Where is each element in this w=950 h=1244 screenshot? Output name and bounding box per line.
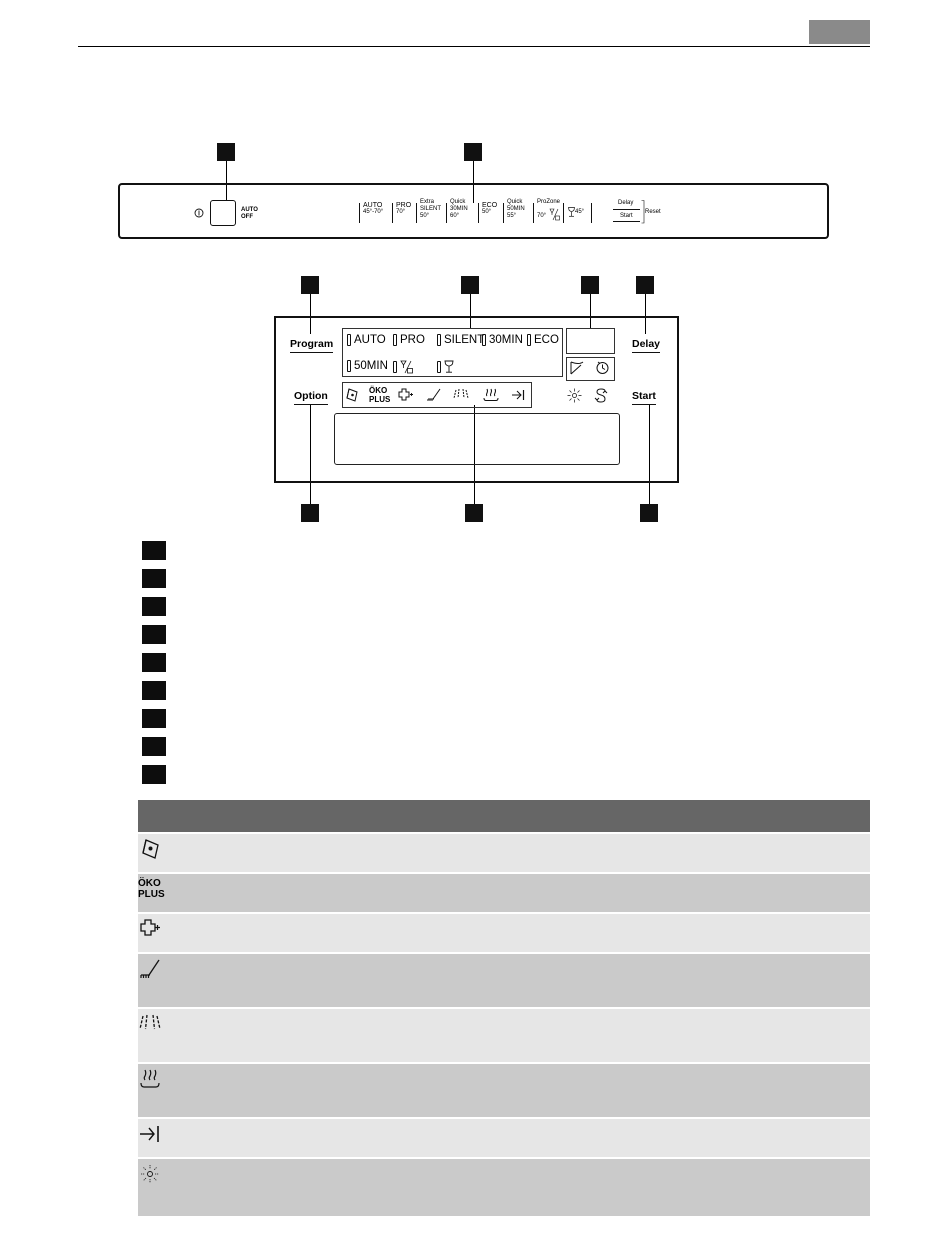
- table-row: [138, 914, 870, 952]
- program-indicator-30min: 30MIN: [482, 334, 523, 346]
- spray-icon: [139, 1013, 161, 1035]
- reset-label: Reset: [645, 209, 661, 215]
- legend-marker: [142, 653, 166, 672]
- callout-marker: [464, 143, 482, 161]
- oko-plus-icon: ÖKO PLUS: [138, 878, 165, 900]
- extra-hygiene-icon: [139, 918, 161, 940]
- display-window: [334, 413, 620, 465]
- program-button-pro[interactable]: PRO 70°: [396, 202, 412, 215]
- table-row: [138, 1119, 870, 1157]
- program-indicator-prozone: [393, 360, 414, 374]
- on-off-button[interactable]: [210, 200, 236, 226]
- table-row: [138, 874, 870, 912]
- callout-marker: [217, 143, 235, 161]
- callout-marker: [636, 276, 654, 294]
- program-button-eco[interactable]: ECO 50°: [482, 202, 498, 215]
- table-row: [138, 1009, 870, 1062]
- salt-cycle-icon: [594, 388, 608, 404]
- onoff-label: AUTO OFF: [241, 207, 258, 220]
- brush-icon: [139, 958, 161, 980]
- program-button-auto[interactable]: AUTO 45°-70°: [363, 202, 384, 215]
- legend-marker: [142, 597, 166, 616]
- callout-marker: [465, 504, 483, 522]
- skip-arrow-icon: [139, 1123, 161, 1145]
- program-indicator-glass: [437, 360, 454, 373]
- program-indicator-eco: ECO: [527, 334, 559, 346]
- tablet-icon: [139, 838, 161, 860]
- options-table: [138, 798, 870, 1218]
- program-button-prozone[interactable]: ProZone 70°: [537, 199, 561, 219]
- callout-marker: [581, 276, 599, 294]
- program-button[interactable]: Program: [290, 338, 333, 353]
- program-indicator-50min: 50MIN: [347, 360, 388, 372]
- table-header-row: [138, 800, 870, 832]
- skip-arrow-icon: [511, 389, 525, 401]
- program-button-quick-50min[interactable]: Quick 50MIN 55°: [507, 199, 525, 219]
- legend-marker: [142, 681, 166, 700]
- start-button[interactable]: Start: [632, 390, 656, 405]
- program-indicator-pro: PRO: [393, 334, 425, 346]
- callout-marker: [301, 504, 319, 522]
- program-indicator-silent: SILENT: [437, 334, 484, 346]
- brush-icon: [427, 388, 441, 402]
- legend-marker: [142, 709, 166, 728]
- glass-icon: [568, 207, 575, 217]
- table-row: [138, 1064, 870, 1117]
- dry-heat-icon: [139, 1068, 161, 1090]
- power-icon: [194, 208, 204, 218]
- table-row: [138, 834, 870, 872]
- glass-program-label[interactable]: 45°: [575, 209, 585, 215]
- tablet-icon: [345, 388, 359, 402]
- legend-marker: [142, 737, 166, 756]
- program-indicator-auto: AUTO: [347, 334, 386, 346]
- prozone-icon: [549, 208, 561, 222]
- oko-plus-icon: ÖKO PLUS: [369, 386, 391, 404]
- option-button[interactable]: Option: [294, 390, 328, 405]
- table-row: [138, 1159, 870, 1216]
- program-button-extra-silent[interactable]: Extra SILENT 50°: [420, 199, 442, 219]
- delay-button-front[interactable]: Delay: [618, 200, 634, 206]
- legend-marker: [142, 625, 166, 644]
- digital-display: [566, 328, 615, 354]
- legend-marker: [142, 569, 166, 588]
- spray-icon: [453, 388, 469, 401]
- header-rule: [78, 46, 870, 47]
- delay-button[interactable]: Delay: [632, 338, 660, 353]
- callout-marker: [301, 276, 319, 294]
- sparkle-icon: [139, 1163, 161, 1185]
- callout-marker: [640, 504, 658, 522]
- program-button-quick-30min[interactable]: Quick 30MIN 60°: [450, 199, 468, 219]
- sparkle-icon: [567, 388, 582, 403]
- callout-marker: [461, 276, 479, 294]
- rinse-aid-icon: [569, 361, 585, 375]
- start-button-front[interactable]: Start: [620, 213, 633, 219]
- clock-icon: [595, 360, 610, 375]
- legend-marker: [142, 765, 166, 784]
- page-number-box: [809, 20, 870, 44]
- table-row: [138, 954, 870, 1007]
- legend-marker: [142, 541, 166, 560]
- dry-heat-icon: [483, 388, 499, 402]
- prozone-icon: [400, 360, 414, 374]
- glass-icon: [444, 360, 454, 373]
- extra-hygiene-icon: [397, 388, 414, 402]
